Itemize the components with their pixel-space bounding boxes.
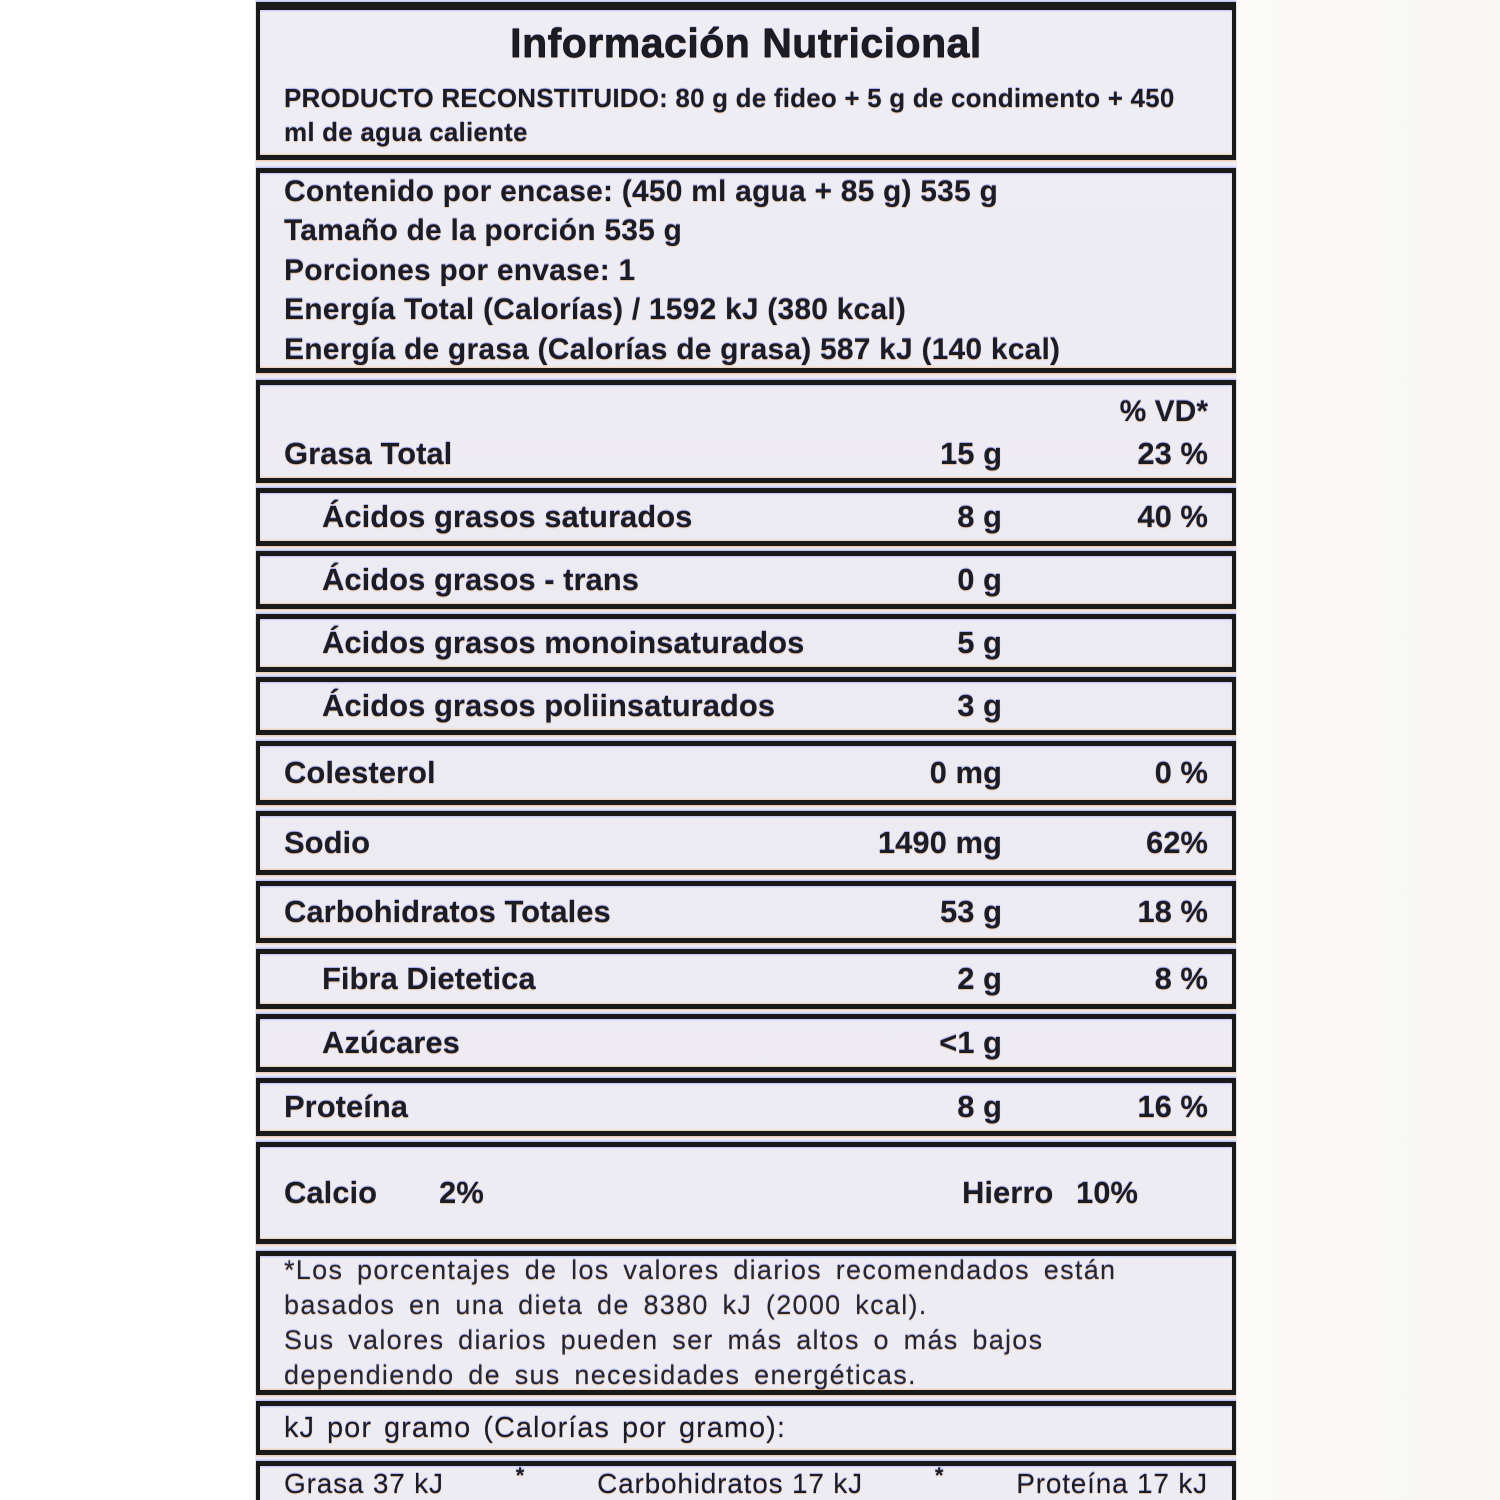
nutrient-row-sodio xyxy=(256,811,1236,875)
nutrient-name: Azúcares xyxy=(322,1025,460,1060)
nutrient-row-fibra xyxy=(256,949,1236,1009)
serving-info-line: Contenido por encase: (450 ml agua + 85 g) 535 g xyxy=(284,174,998,208)
footnote-line: *Los porcentajes de los valores diarios recomendados están xyxy=(284,1255,1117,1285)
hierro-label: Hierro xyxy=(962,1175,1054,1210)
nutrient-row-azucares xyxy=(256,1014,1236,1072)
title-section xyxy=(256,2,1236,160)
nutrient-row-trans xyxy=(256,551,1236,609)
nutrient-amount: <1 g xyxy=(939,1025,1002,1060)
footnote-line: Sus valores diarios pueden ser más altos o más bajos xyxy=(284,1325,1044,1355)
nutrition-label xyxy=(255,0,1237,1500)
footnote-line: dependiendo de sus necesidades energéticas. xyxy=(284,1360,917,1390)
kj-item-proteina: Proteína 17 kJ xyxy=(1016,1468,1208,1499)
kj-item-grasa: Grasa 37 kJ xyxy=(284,1468,444,1499)
nutrient-daily-value: 8 % xyxy=(1154,961,1208,996)
footnote-line: basados en una dieta de 8380 kJ (2000 kcal). xyxy=(284,1290,928,1320)
nutrient-name: Proteína xyxy=(284,1089,409,1124)
product-reconstituted-note: PRODUCTO RECONSTITUIDO: 80 g de fideo + 5 g de condimento + 450 ml de agua caliente xyxy=(284,83,1175,147)
nutrient-amount: 3 g xyxy=(957,688,1002,723)
serving-info-section xyxy=(256,168,1236,373)
nutrient-daily-value: 16 % xyxy=(1137,1089,1208,1124)
serving-info-line: Porciones por envase: 1 xyxy=(284,253,636,287)
nutrient-amount: 53 g xyxy=(939,894,1002,929)
nutrient-name: Grasa Total xyxy=(284,435,453,471)
nutrient-name: Fibra Dietetica xyxy=(322,961,536,996)
minerals-section xyxy=(256,1142,1236,1244)
asterisk-separator: * xyxy=(934,1463,945,1488)
nutrient-row-carbohidratos xyxy=(256,881,1236,943)
nutrient-row-proteina xyxy=(256,1078,1236,1136)
nutrient-amount: 0 g xyxy=(957,562,1002,597)
footnote-section xyxy=(256,1251,1236,1395)
nutrient-row-grasa-total xyxy=(256,380,1236,483)
hierro-value: 10% xyxy=(1075,1175,1138,1210)
nutrient-name: Ácidos grasos - trans xyxy=(322,562,639,597)
kj-item-carbohidratos: Carbohidratos 17 kJ xyxy=(597,1468,863,1499)
calcio-value: 2% xyxy=(439,1175,484,1210)
label-title: Información Nutricional xyxy=(510,20,982,66)
nutrient-daily-value: 40 % xyxy=(1137,499,1208,534)
kj-per-gram-header xyxy=(256,1401,1236,1455)
nutrient-daily-value: 23 % xyxy=(1137,435,1208,471)
nutrient-daily-value: 0 % xyxy=(1154,755,1208,790)
nutrient-row-monoinsaturados xyxy=(256,614,1236,672)
nutrient-name: Sodio xyxy=(284,825,371,860)
kj-values-row xyxy=(256,1461,1236,1500)
nutrient-amount: 15 g xyxy=(939,435,1002,471)
nutrient-name: Carbohidratos Totales xyxy=(284,894,611,929)
kj-per-gram-text: kJ por gramo (Calorías por gramo): xyxy=(284,1411,786,1444)
nutrient-name: Ácidos grasos poliinsaturados xyxy=(322,688,776,723)
nutrient-daily-value: 62% xyxy=(1145,825,1208,860)
nutrient-amount: 8 g xyxy=(957,1089,1002,1124)
nutrient-row-saturados xyxy=(256,488,1236,546)
nutrient-row-colesterol xyxy=(256,741,1236,805)
calcio-label: Calcio xyxy=(284,1175,378,1210)
asterisk-separator: * xyxy=(515,1463,526,1488)
nutrient-amount: 2 g xyxy=(957,961,1002,996)
serving-info-line: Energía Total (Calorías) / 1592 kJ (380 kcal) xyxy=(284,293,907,327)
nutrient-name: Ácidos grasos saturados xyxy=(322,499,693,534)
nutrient-amount: 1490 mg xyxy=(877,825,1002,860)
nutrient-name: Colesterol xyxy=(284,755,436,790)
nutrient-amount: 8 g xyxy=(957,499,1002,534)
serving-info-line: Energía de grasa (Calorías de grasa) 587 kJ (140 kcal) xyxy=(284,332,1061,366)
daily-value-column-header: % VD* xyxy=(1119,395,1208,429)
nutrient-row-poliinsaturados xyxy=(256,677,1236,735)
serving-info-line: Tamaño de la porción 535 g xyxy=(284,214,683,248)
nutrient-amount: 5 g xyxy=(957,625,1002,660)
nutrient-daily-value: 18 % xyxy=(1137,894,1208,929)
nutrient-name: Ácidos grasos monoinsaturados xyxy=(322,625,805,660)
nutrient-amount: 0 mg xyxy=(929,755,1002,790)
